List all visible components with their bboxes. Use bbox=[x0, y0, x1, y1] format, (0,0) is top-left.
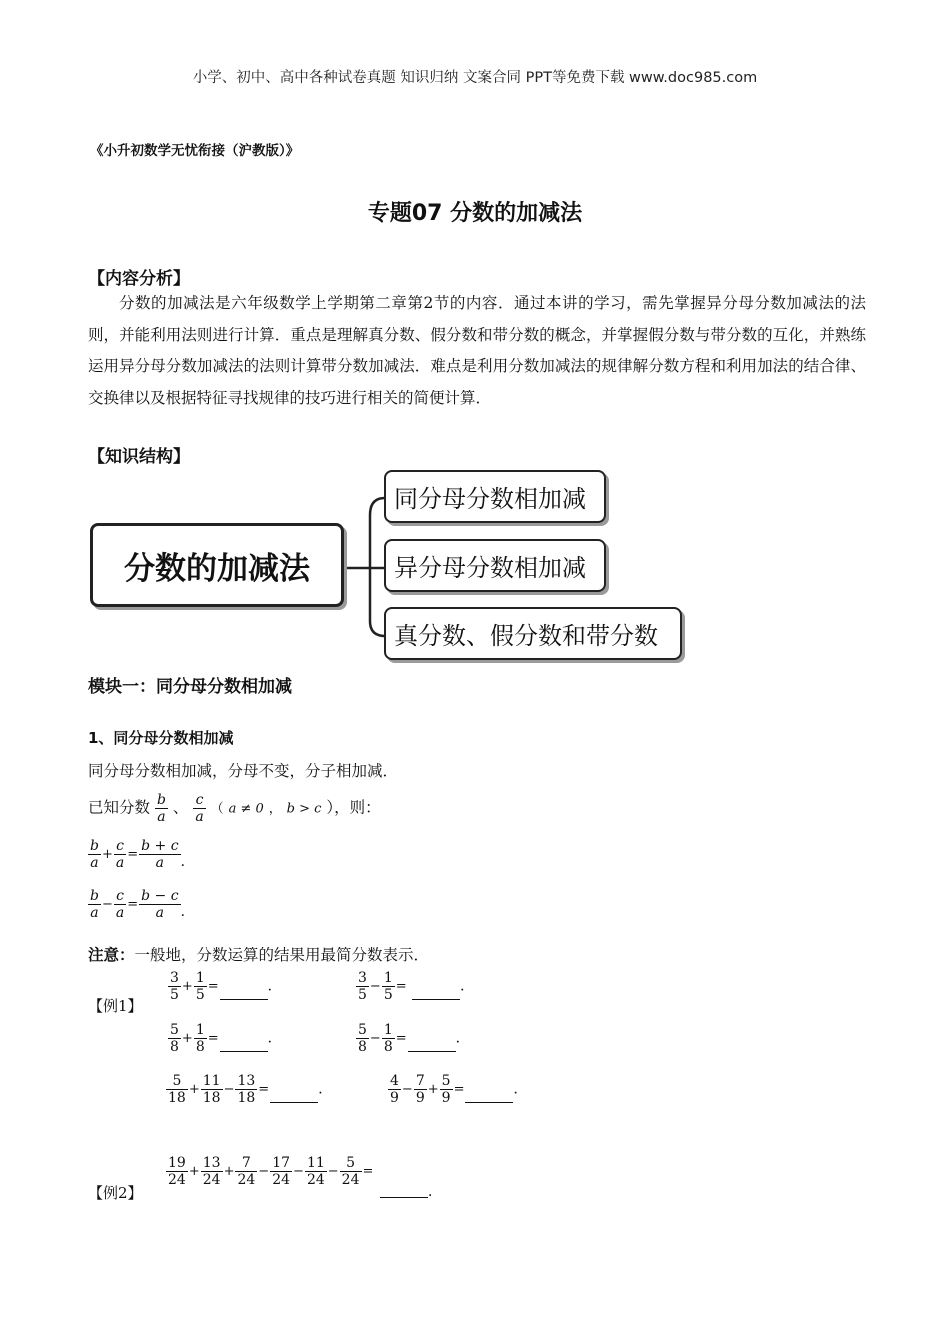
formula-subtraction: $\frac{b}{a}$ − $\frac{c}{a}$ = $\frac{b - c}{a}$ ． bbox=[90, 888, 195, 922]
module1-heading: 模块一：同分母分数相加减 bbox=[88, 677, 292, 697]
known-fractions-line bbox=[88, 792, 381, 825]
page-header: 小学、初中、高中各种试卷真题 知识归纳 文案合同 PPT等免费下载 www.doc985.com bbox=[192, 70, 758, 86]
answer-blank[interactable] bbox=[465, 1102, 513, 1103]
answer-blank[interactable] bbox=[408, 1051, 456, 1052]
separator: 、 bbox=[172, 798, 189, 817]
mindmap-branch-same-denominator: 同分母分数相加减 bbox=[384, 470, 606, 523]
example1-q3: $\frac{5}{8}$ + $\frac{1}{8}$ = ． bbox=[170, 1022, 282, 1056]
content-analysis-heading: 【内容分析】 bbox=[88, 269, 190, 289]
example1-q2: $\frac{3}{5}$ − $\frac{1}{5}$ = ． bbox=[358, 970, 475, 1004]
example2-label: 【例2】 bbox=[88, 1184, 143, 1202]
answer-blank[interactable] bbox=[220, 999, 268, 1000]
answer-blank[interactable] bbox=[220, 1051, 268, 1052]
page-title: 专题07 分数的加减法 bbox=[367, 201, 583, 226]
answer-blank[interactable] bbox=[270, 1102, 318, 1103]
answer-blank[interactable] bbox=[380, 1197, 428, 1198]
example1-label: 【例1】 bbox=[88, 997, 143, 1015]
example2-q1: $\frac{19}{24}$ + $\frac{13}{24}$ + $\frac{7}{24}$ − $\frac{17}{24}$ − $\frac{11}{24}$ − $\frac{5}{24}$ = bbox=[168, 1155, 374, 1189]
fraction-b-over-a: $\frac{b}{a}$ bbox=[156, 792, 166, 826]
note-label: 注意： bbox=[88, 946, 135, 964]
note-line bbox=[88, 943, 429, 965]
example1-q1: $\frac{3}{5}$ + $\frac{1}{5}$ = ． bbox=[170, 970, 282, 1004]
known-prefix: 已知分数 bbox=[88, 798, 151, 817]
module1-subheading: 1、同分母分数相加减 bbox=[88, 729, 234, 747]
fraction-c-over-a: $\frac{c}{a}$ bbox=[195, 792, 204, 826]
mindmap-branch-fraction-types: 真分数、假分数和带分数 bbox=[384, 607, 682, 660]
mindmap-center: 分数的加减法 bbox=[90, 523, 344, 607]
example1-q4: $\frac{5}{8}$ − $\frac{1}{8}$ = ． bbox=[358, 1022, 470, 1056]
example2-answer: ． bbox=[380, 1181, 442, 1201]
module1-rule: 同分母分数相加减，分母不变，分子相加减． bbox=[88, 762, 399, 780]
condition-b-gt-c: b > c bbox=[286, 801, 322, 817]
content-analysis-text: 分数的加减法是六年级数学上学期第二章第2节的内容．通过本讲的学习，需先掌握异分母分数加减法的法则，并能利用法则进行计算．重点是理解真分数、假分数和带分数的概念，并掌握假分数与带分数的互化，并熟练运用异分母分数加减法的法则计算带分数加减法．难点是利用分数加减法的规律解分数方程和利用加法的结合律、交换律以及根据特征寻找规律的技巧进行相关的简便计算． bbox=[88, 294, 866, 407]
series-title: 《小升初数学无忧衔接（沪教版）》 bbox=[90, 143, 300, 159]
formula-addition: $\frac{b}{a}$ + $\frac{c}{a}$ = $\frac{b + c}{a}$ ． bbox=[90, 838, 195, 872]
knowledge-heading: 【知识结构】 bbox=[88, 447, 190, 467]
condition-a-nonzero: a ≠ 0 bbox=[228, 801, 264, 817]
answer-blank[interactable] bbox=[412, 999, 460, 1000]
condition-open: （ bbox=[210, 801, 224, 817]
example1-q5: $\frac{5}{18}$ + $\frac{11}{18}$ − $\frac{13}{18}$ = ． bbox=[168, 1073, 333, 1107]
note-text: 一般地，分数运算的结果用最简分数表示． bbox=[134, 946, 430, 964]
mindmap-branch-different-denominator: 异分母分数相加减 bbox=[384, 539, 606, 592]
example1-q6: $\frac{4}{9}$ − $\frac{7}{9}$ + $\frac{5}{9}$ = ． bbox=[390, 1073, 528, 1107]
condition-close: ），则： bbox=[326, 798, 381, 817]
condition-comma: ， bbox=[268, 801, 282, 817]
